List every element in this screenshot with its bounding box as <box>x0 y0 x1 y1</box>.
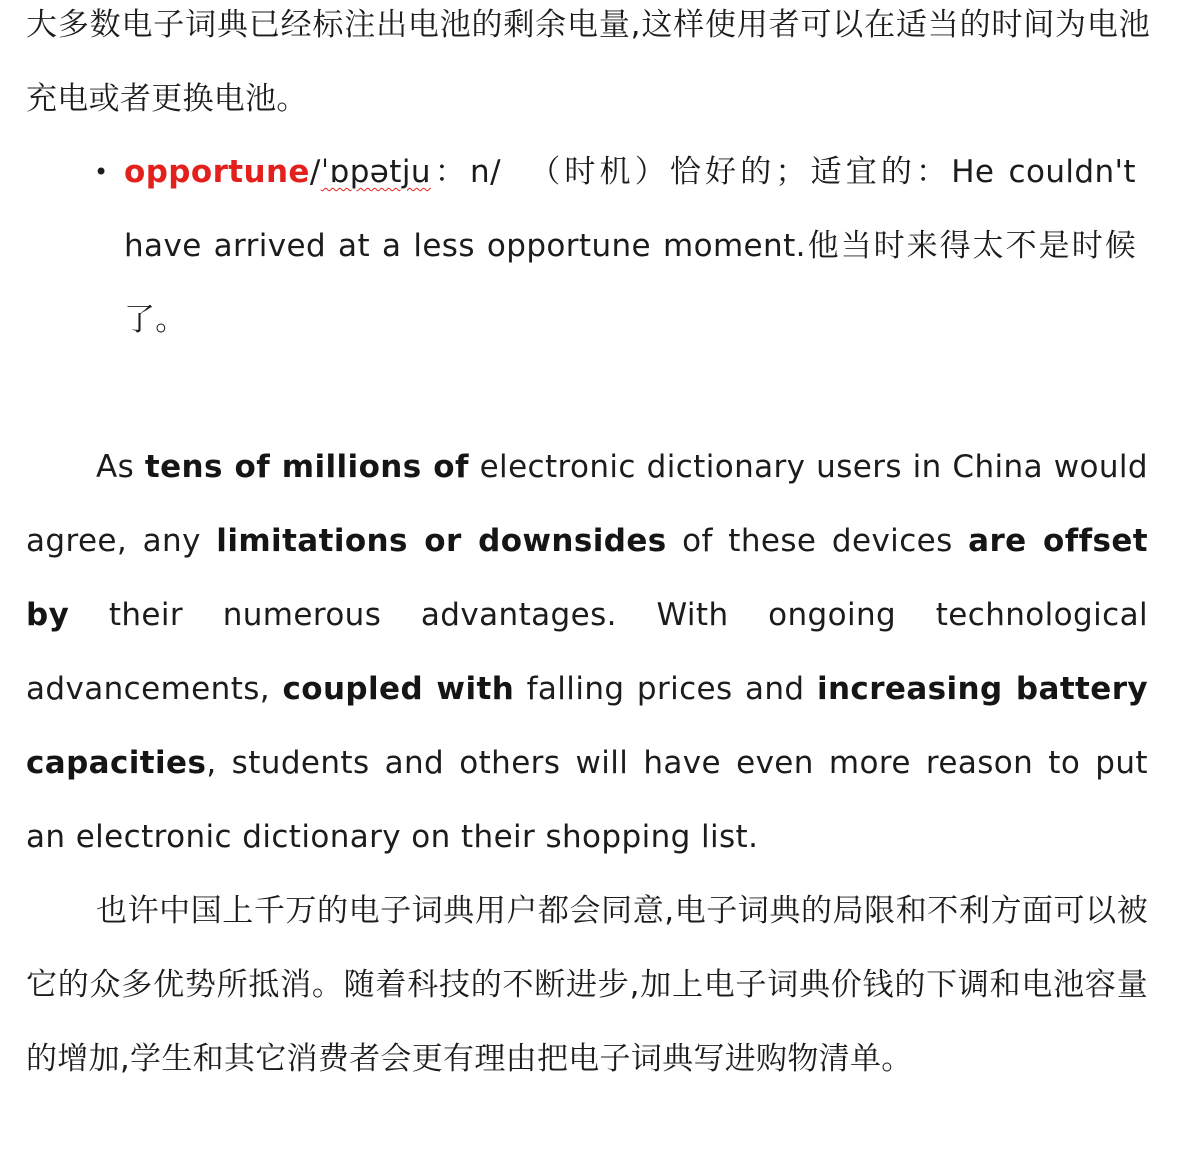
english-text: of these devices <box>666 523 969 559</box>
phonetic-slash-open: / <box>309 154 321 190</box>
phonetic-slash-close: / <box>490 154 501 190</box>
english-bold-phrase: tens of millions of <box>144 449 469 485</box>
english-text: electronic dictionary users in China would agree, any <box>26 449 1148 559</box>
english-text: falling prices and <box>514 671 817 707</box>
vocab-definition: （时机）恰好的；适宜的： <box>529 154 952 190</box>
english-text: As <box>96 449 145 485</box>
english-bold-phrase: increasing battery capacities <box>26 671 1148 781</box>
vocab-example-en: He couldn't have arrived at a less opportune moment. <box>124 154 1136 264</box>
vocab-entry <box>94 135 1136 357</box>
vocab-phonetic: ˈɒpətju <box>320 154 431 190</box>
english-bold-phrase: coupled with <box>282 671 515 707</box>
english-bold-phrase: are offset by <box>26 523 1148 633</box>
english-bold-phrase: limitations or downsides <box>216 523 667 559</box>
vocab-headword: opportune <box>124 154 310 190</box>
intro-paragraph: 大多数电子词典已经标注出电池的剩余电量,这样使用者可以在适当的时间为电池充电或者更换电池。 <box>26 7 1150 117</box>
english-paragraph <box>26 430 1148 874</box>
vocab-phonetic-tail: ：n <box>430 154 491 190</box>
english-text: , students and others will have even more reason to put an electronic dictionary on their shopping list. <box>26 745 1148 855</box>
vocab-example-zh: 他当时来得太不是时候了。 <box>124 228 1136 338</box>
english-text: their numerous advantages. With ongoing technological advancements, <box>26 597 1148 707</box>
chinese-paragraph: 也许中国上千万的电子词典用户都会同意,电子词典的局限和不利方面可以被它的众多优势所抵消。随着科技的不断进步,加上电子词典价钱的下调和电池容量的增加,学生和其它消费者会更有理由把电子词典写进购物清单。 <box>26 893 1148 1077</box>
bullet-icon: • <box>94 158 109 186</box>
